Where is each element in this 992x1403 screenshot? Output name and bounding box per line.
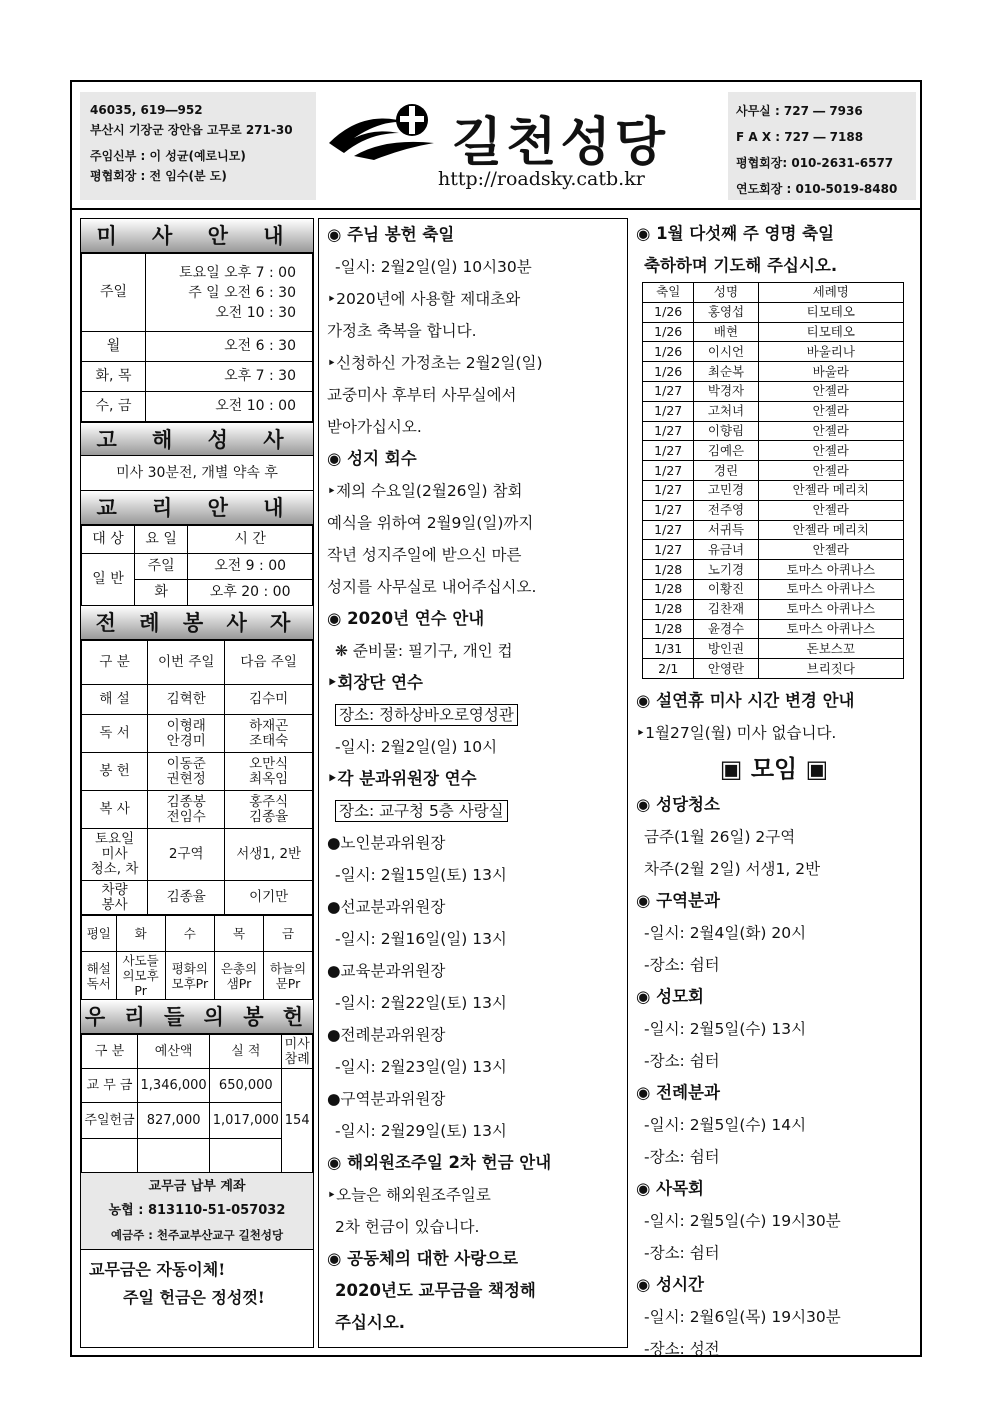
table-cell: 전주영 <box>694 500 758 520</box>
table-cell: 윤경수 <box>694 619 758 639</box>
table-row <box>643 441 904 461</box>
table-row <box>643 322 904 342</box>
postal-code: 46035, 619―952 <box>90 103 203 117</box>
mass-time: 주 일 오전 6 : 30 <box>188 284 296 301</box>
church-title: 길천성당 <box>452 112 669 173</box>
table-cell: 1/26 <box>643 362 694 382</box>
text-line: 2차 헌금이 있습니다. <box>335 1218 480 1236</box>
table-cell: 하늘의 문Pr <box>263 952 312 1000</box>
table-cell: 홍영섭 <box>694 302 758 322</box>
account-box <box>81 1173 313 1250</box>
feast-table <box>642 282 904 679</box>
table-cell: 화 <box>135 580 188 606</box>
left-column <box>80 218 314 1348</box>
table-cell: 1/26 <box>643 342 694 362</box>
table-cell: 1/27 <box>643 441 694 461</box>
table-row <box>643 362 904 382</box>
table-row <box>643 540 904 560</box>
yeondo-phone: 연도회장 : 010-5019-8480 <box>736 182 898 196</box>
mass-day: 수, 금 <box>82 392 146 422</box>
account-number: 농협 : 813110-51-057032 <box>108 1203 286 1218</box>
table-cell: 1/27 <box>643 381 694 401</box>
mass-time: 오전 10 : 00 <box>146 392 313 422</box>
table-header: 세례명 <box>758 283 903 303</box>
servers-table <box>81 640 313 915</box>
table-cell: 1/27 <box>643 401 694 421</box>
header-right-contacts <box>728 92 916 200</box>
meetings-heading: ▣ 모임 ▣ <box>719 754 829 783</box>
president-phone: 평협회장: 010-2631-6577 <box>736 156 894 170</box>
account-holder: 예금주 : 천주교부산교구 길천성당 <box>110 1228 284 1242</box>
table-cell: 노기경 <box>694 560 758 580</box>
table-cell: 사도들 의모후 Pr <box>116 952 165 1000</box>
table-cell: 이기만 <box>225 881 313 915</box>
table-cell: 이동준 권현정 <box>148 753 225 791</box>
table-row <box>643 639 904 659</box>
table-header: 구 분 <box>82 1035 138 1069</box>
text-line: -장소: 쉼터 <box>644 1147 720 1166</box>
table-cell: 김수미 <box>225 685 313 715</box>
text-line: -일시: 2월4일(화) 20시 <box>644 923 807 942</box>
table-row <box>643 480 904 500</box>
address: 부산시 기장군 장안읍 고무로 271-30 <box>90 123 293 137</box>
table-cell: 827,000 <box>138 1103 210 1139</box>
text-line: -일시: 2월16일(일) 13시 <box>335 930 507 948</box>
text-line: -일시: 2월5일(수) 13시 <box>644 1019 807 1038</box>
offering-section-title: 우 리 들 의 봉 헌 <box>81 1000 313 1034</box>
table-cell: 독 서 <box>82 715 148 753</box>
section-heading: ◉ 성당청소 <box>636 794 720 814</box>
section-heading: ◉ 성지 회수 <box>327 449 417 468</box>
table-cell: 토마스 아퀴나스 <box>758 560 903 580</box>
table-cell: 안젤라 <box>758 441 903 461</box>
table-cell: 안영란 <box>694 659 758 679</box>
section-heading: ◉ 구역분과 <box>636 890 720 910</box>
table-row <box>643 619 904 639</box>
text-line: -일시: 2월2일(일) 10시30분 <box>335 258 532 276</box>
table-cell: 안젤라 <box>758 461 903 481</box>
section-heading: ◉ 해외원조주일 2차 헌금 안내 <box>327 1153 552 1172</box>
mass-section-title: 미 사 안 내 <box>81 219 313 253</box>
mass-day: 월 <box>82 332 146 362</box>
priest: 주임신부 : 이 성균(예로니모) <box>90 149 246 163</box>
text-line: ‣제의 수요일(2월26일) 참회 <box>327 482 523 500</box>
section-heading: ◉ 설연휴 미사 시간 변경 안내 <box>636 690 855 710</box>
text-line: ●구역분과위원장 <box>327 1090 446 1108</box>
confession-text: 미사 30분전, 개별 약속 후 <box>81 456 313 491</box>
text-line: ‣2020년에 사용할 제대초와 <box>327 290 521 308</box>
table-row <box>643 461 904 481</box>
table-cell: 고처녀 <box>694 401 758 421</box>
text-line: -장소: 쉼터 <box>644 1051 720 1070</box>
text-line: -장소: 성전 <box>644 1339 720 1358</box>
table-cell: 오전 9 : 00 <box>188 554 313 580</box>
table-cell: 1/27 <box>643 480 694 500</box>
table-cell: 김종봉 전임수 <box>148 791 225 829</box>
table-cell: 교 무 금 <box>82 1069 138 1103</box>
section-heading: ◉ 2020년 연수 안내 <box>327 609 485 628</box>
table-cell: 1/26 <box>643 322 694 342</box>
text-line: ‣1월27일(월) 미사 없습니다. <box>636 723 837 742</box>
table-cell: 김종율 <box>148 881 225 915</box>
table-cell: 안젤라 <box>758 381 903 401</box>
text-line: ●전례분과위원장 <box>327 1026 446 1044</box>
table-header: 이번 주일 <box>148 641 225 685</box>
table-cell: 바울리나 <box>758 342 903 362</box>
mass-time: 오전 10 : 30 <box>215 304 296 321</box>
table-cell: 오만식 최옥임 <box>225 753 313 791</box>
table-header: 다음 주일 <box>225 641 313 685</box>
attendance-count: 154 <box>282 1069 313 1173</box>
table-header: 예산액 <box>138 1035 210 1069</box>
table-header: 대 상 <box>82 526 135 554</box>
table-row <box>643 500 904 520</box>
table-cell: 1/27 <box>643 520 694 540</box>
location-box: 장소: 정하상바오로영성관 <box>335 704 518 726</box>
table-cell: 안젤라 메리치 <box>758 520 903 540</box>
president: 평협회장 : 전 임수(분 도) <box>90 169 227 183</box>
table-header: 구 분 <box>82 641 148 685</box>
mass-table <box>81 253 313 422</box>
table-cell: 주일 <box>135 554 188 580</box>
table-cell: 서생1, 2반 <box>225 829 313 881</box>
table-cell: 유금녀 <box>694 540 758 560</box>
table-cell: 650,000 <box>210 1069 282 1103</box>
text-line: 가정초 축복을 합니다. <box>327 322 477 340</box>
mass-day: 화, 목 <box>82 362 146 392</box>
middle-column <box>318 218 628 1348</box>
table-cell: 1/28 <box>643 599 694 619</box>
weekday-table <box>81 915 313 1000</box>
table-cell: 1/28 <box>643 579 694 599</box>
text-line: 예식을 위하여 2월9일(일)까지 <box>327 514 534 532</box>
table-header: 화 <box>116 916 165 952</box>
table-cell: 김혁한 <box>148 685 225 715</box>
table-cell: 이황진 <box>694 579 758 599</box>
text-line: ❋ 준비물: 필기구, 개인 컵 <box>335 642 513 660</box>
table-row <box>643 560 904 580</box>
table-cell: 방인권 <box>694 639 758 659</box>
offering-notice <box>81 1250 313 1318</box>
table-cell: 해 설 <box>82 685 148 715</box>
table-header: 수 <box>165 916 214 952</box>
table-header: 평일 <box>82 916 117 952</box>
table-cell: 김예은 <box>694 441 758 461</box>
table-cell: 티모테오 <box>758 322 903 342</box>
table-cell: 1/31 <box>643 639 694 659</box>
table-header: 금 <box>263 916 312 952</box>
table-cell: 김찬재 <box>694 599 758 619</box>
mass-day: 주일 <box>82 254 146 332</box>
church-url[interactable]: http://roadsky.catb.kr <box>438 168 645 190</box>
table-header: 시 간 <box>188 526 313 554</box>
table-cell: 경린 <box>694 461 758 481</box>
table-row <box>643 302 904 322</box>
section-heading: ◉ 성시간 <box>636 1274 704 1294</box>
location-box: 장소: 교구청 5층 사랑실 <box>335 800 508 822</box>
text-line: 2020년도 교무금을 책정해 <box>335 1281 536 1300</box>
text-line: 받아가십시오. <box>327 418 422 436</box>
table-cell: 서귀득 <box>694 520 758 540</box>
table-cell: 2/1 <box>643 659 694 679</box>
text-line: ‣오늘은 해외원조주일로 <box>327 1186 491 1204</box>
mass-time: 토요일 오후 7 : 00 <box>179 264 296 281</box>
table-cell: 브리짓다 <box>758 659 903 679</box>
table-row <box>643 381 904 401</box>
table-cell: 고민경 <box>694 480 758 500</box>
sub-heading: ‣각 분과위원장 연수 <box>327 769 477 788</box>
table-row <box>643 342 904 362</box>
text-line: 차주(2월 2일) 서생1, 2반 <box>644 859 821 878</box>
fax: F A X : 727 ― 7188 <box>736 130 864 144</box>
notice-line: 교무금은 자동이체! <box>89 1260 226 1279</box>
table-cell: 토마스 아퀴나스 <box>758 619 903 639</box>
servers-section-title: 전 례 봉 사 자 <box>81 606 313 640</box>
table-row <box>643 421 904 441</box>
table-header: 축일 <box>643 283 694 303</box>
text-line: -일시: 2월15일(토) 13시 <box>335 866 507 884</box>
table-cell: 1,017,000 <box>210 1103 282 1139</box>
table-cell: 토마스 아퀴나스 <box>758 599 903 619</box>
table-row <box>643 659 904 679</box>
text-line: 작년 성지주일에 받으신 마른 <box>327 546 522 564</box>
text-line: -일시: 2월22일(토) 13시 <box>335 994 507 1012</box>
table-header: 미사 참례 <box>282 1035 313 1069</box>
table-cell: 안젤라 <box>758 500 903 520</box>
header <box>72 82 920 210</box>
right-column <box>632 218 916 1365</box>
mass-time: 오후 7 : 30 <box>146 362 313 392</box>
text-line: -일시: 2월5일(수) 14시 <box>644 1115 807 1134</box>
section-heading: ◉ 공동체의 대한 사랑으로 <box>327 1249 519 1268</box>
table-cell: 배현 <box>694 322 758 342</box>
table-cell: 1/27 <box>643 540 694 560</box>
text-line: ●선교분과위원장 <box>327 898 446 916</box>
section-heading: ◉ 성모회 <box>636 986 704 1006</box>
church-logo-icon <box>324 98 444 168</box>
table-cell: 이형래 안경미 <box>148 715 225 753</box>
text-line: -일시: 2월2일(일) 10시 <box>335 738 498 756</box>
table-cell: 주일헌금 <box>82 1103 138 1139</box>
table-cell: 1/28 <box>643 619 694 639</box>
table-cell: 1/26 <box>643 302 694 322</box>
table-cell: 하재곤 조태숙 <box>225 715 313 753</box>
table-cell: 안젤라 메리치 <box>758 480 903 500</box>
sub-heading: ‣회장단 연수 <box>327 673 423 692</box>
table-cell: 티모테오 <box>758 302 903 322</box>
table-cell: 안젤라 <box>758 540 903 560</box>
office-phone: 사무실 : 727 ― 7936 <box>736 104 863 118</box>
text-line: -장소: 쉼터 <box>644 1243 720 1262</box>
table-cell: 돈보스꼬 <box>758 639 903 659</box>
text-line: ●노인분과위원장 <box>327 834 446 852</box>
table-cell: 안젤라 <box>758 401 903 421</box>
text-line: 금주(1월 26일) 2구역 <box>644 827 796 846</box>
table-cell: 토마스 아퀴나스 <box>758 579 903 599</box>
section-heading: ◉ 주님 봉헌 축일 <box>327 225 455 244</box>
catechism-section-title: 교 리 안 내 <box>81 491 313 525</box>
table-cell: 1,346,000 <box>138 1069 210 1103</box>
text-line: -일시: 2월5일(수) 19시30분 <box>644 1211 841 1230</box>
table-header: 목 <box>215 916 264 952</box>
section-subheading: 축하하며 기도해 주십시오. <box>644 256 838 275</box>
notice-line: 주일 헌금은 정성껏! <box>123 1288 265 1307</box>
text-line: ‣신청하신 가정초는 2월2일(일) <box>327 354 543 372</box>
table-cell: 토요일 미사 청소, 차 <box>82 829 148 881</box>
text-line: 성지를 사무실로 내어주십시오. <box>327 578 537 596</box>
table-cell: 홍주식 김종율 <box>225 791 313 829</box>
table-cell: 복 사 <box>82 791 148 829</box>
section-heading: ◉ 1월 다섯째 주 영명 축일 <box>636 224 835 243</box>
text-line: -일시: 2월29일(토) 13시 <box>335 1122 507 1140</box>
table-cell: 바울라 <box>758 362 903 382</box>
table-cell: 이향림 <box>694 421 758 441</box>
table-row <box>643 599 904 619</box>
confession-section-title: 고 해 성 사 <box>81 422 313 456</box>
mass-time: 오전 6 : 30 <box>146 332 313 362</box>
catechism-table <box>81 525 313 606</box>
table-cell: 2구역 <box>148 829 225 881</box>
table-row <box>643 520 904 540</box>
text-line: ●교육분과위원장 <box>327 962 446 980</box>
table-cell: 이시언 <box>694 342 758 362</box>
section-heading: ◉ 전례분과 <box>636 1082 720 1102</box>
header-left-info <box>80 92 316 200</box>
table-cell: 해설 독서 <box>82 952 117 1000</box>
table-cell: 봉 헌 <box>82 753 148 791</box>
table-cell: 평화의 모후Pr <box>165 952 214 1000</box>
text-line: 교중미사 후부터 사무실에서 <box>327 386 517 404</box>
table-cell: 1/27 <box>643 500 694 520</box>
table-header: 성명 <box>694 283 758 303</box>
table-cell: 은총의 샘Pr <box>215 952 264 1000</box>
offering-table <box>81 1034 313 1173</box>
text-line: -일시: 2월6일(목) 19시30분 <box>644 1307 841 1326</box>
table-cell: 박경자 <box>694 381 758 401</box>
table-cell: 오후 20 : 00 <box>188 580 313 606</box>
table-header: 요 일 <box>135 526 188 554</box>
account-title: 교무금 납부 계좌 <box>148 1179 246 1194</box>
table-cell: 1/27 <box>643 421 694 441</box>
text-line: -장소: 쉼터 <box>644 955 720 974</box>
table-cell: 1/28 <box>643 560 694 580</box>
section-heading: ◉ 사목회 <box>636 1178 704 1198</box>
table-cell: 안젤라 <box>758 421 903 441</box>
catechism-group: 일 반 <box>82 554 135 606</box>
table-row <box>643 579 904 599</box>
table-cell: 차량 봉사 <box>82 881 148 915</box>
table-cell: 최순복 <box>694 362 758 382</box>
table-row <box>643 401 904 421</box>
bulletin-frame <box>70 80 922 1357</box>
text-line: -일시: 2월23일(일) 13시 <box>335 1058 507 1076</box>
table-header: 실 적 <box>210 1035 282 1069</box>
text-line: 주십시오. <box>335 1313 406 1332</box>
table-cell: 1/27 <box>643 461 694 481</box>
